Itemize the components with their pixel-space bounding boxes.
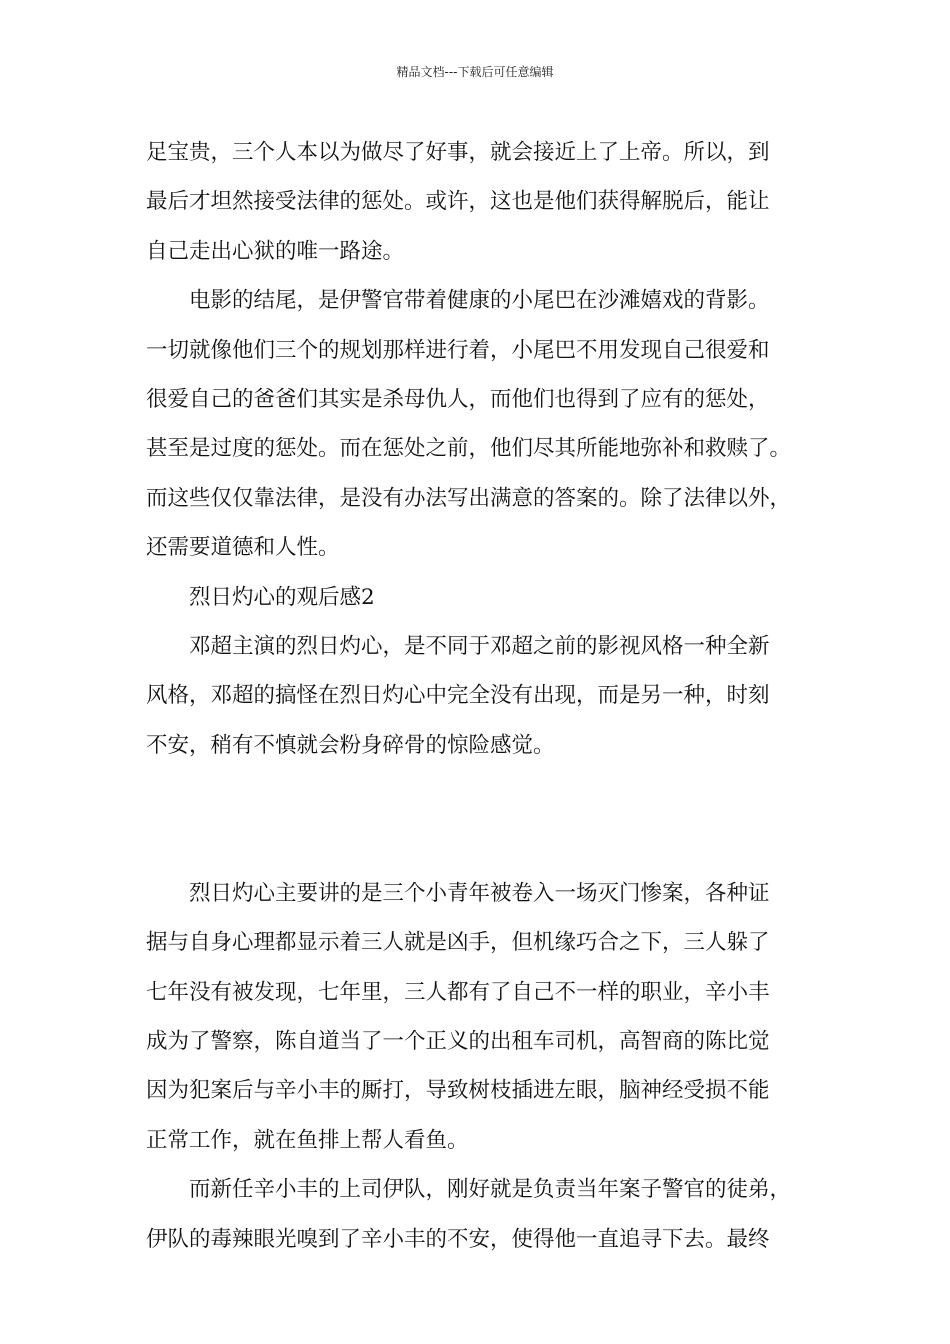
text-line: 很爱自己的爸爸们其实是杀母仇人，而他们也得到了应有的惩处， (146, 386, 770, 412)
text-line: 伊队的毒辣眼光嗅到了辛小丰的不安，使得他一直追寻下去。最终 (146, 1226, 770, 1252)
text-line: 而新任辛小丰的上司伊队，刚好就是负责当年案子警官的徒弟， (189, 1177, 792, 1203)
text-line: 自己走出心狱的唯一路途。 (146, 238, 405, 264)
text-line: 正常工作，就在鱼排上帮人看鱼。 (146, 1127, 469, 1153)
text-line: 电影的结尾，是伊警官带着健康的小尾巴在沙滩嬉戏的背影。 (189, 288, 770, 314)
text-line: 风格，邓超的搞怪在烈日灼心中完全没有出现，而是另一种，时刻 (146, 683, 770, 709)
text-line: 而这些仅仅靠法律，是没有办法写出满意的答案的。除了法律以外， (146, 485, 792, 511)
blank-line (146, 819, 826, 868)
text-line: 足宝贵，三个人本以为做尽了好事，就会接近上了上帝。所以，到 (146, 140, 770, 165)
text-line: 成为了警察，陈自道当了一个正义的出租车司机，高智商的陈比觉 (146, 1029, 770, 1055)
page-header: 精品文档---下载后可任意编辑 (396, 65, 554, 79)
blank-line (146, 770, 826, 819)
text-line: 最后才坦然接受法律的惩处。或许，这也是他们获得解脱后，能让 (146, 189, 770, 215)
section-heading: 烈日灼心的观后感2 (189, 584, 375, 610)
text-line: 因为犯案后与辛小丰的厮打，导致树枝插进左眼，脑神经受损不能 (146, 1078, 770, 1104)
text-line: 七年没有被发现，七年里，三人都有了自己不一样的职业，辛小丰 (146, 979, 770, 1005)
text-line: 邓超主演的烈日灼心，是不同于邓超之前的影视风格一种全新 (189, 633, 770, 659)
text-line: 不安，稍有不慎就会粉身碎骨的惊险感觉。 (146, 732, 555, 758)
text-line: 烈日灼心主要讲的是三个小青年被卷入一场灭门惨案，各种证 (189, 880, 770, 906)
text-line: 还需要道德和人性。 (146, 535, 340, 561)
text-line: 一切就像他们三个的规划那样进行着，小尾巴不用发现自己很爱和 (146, 337, 770, 363)
text-line: 据与自身心理都显示着三人就是凶手，但机缘巧合之下，三人躲了 (146, 930, 770, 956)
document-body (146, 128, 826, 1264)
text-line: 甚至是过度的惩处。而在惩处之前，他们尽其所能地弥补和救赎了。 (146, 436, 792, 462)
